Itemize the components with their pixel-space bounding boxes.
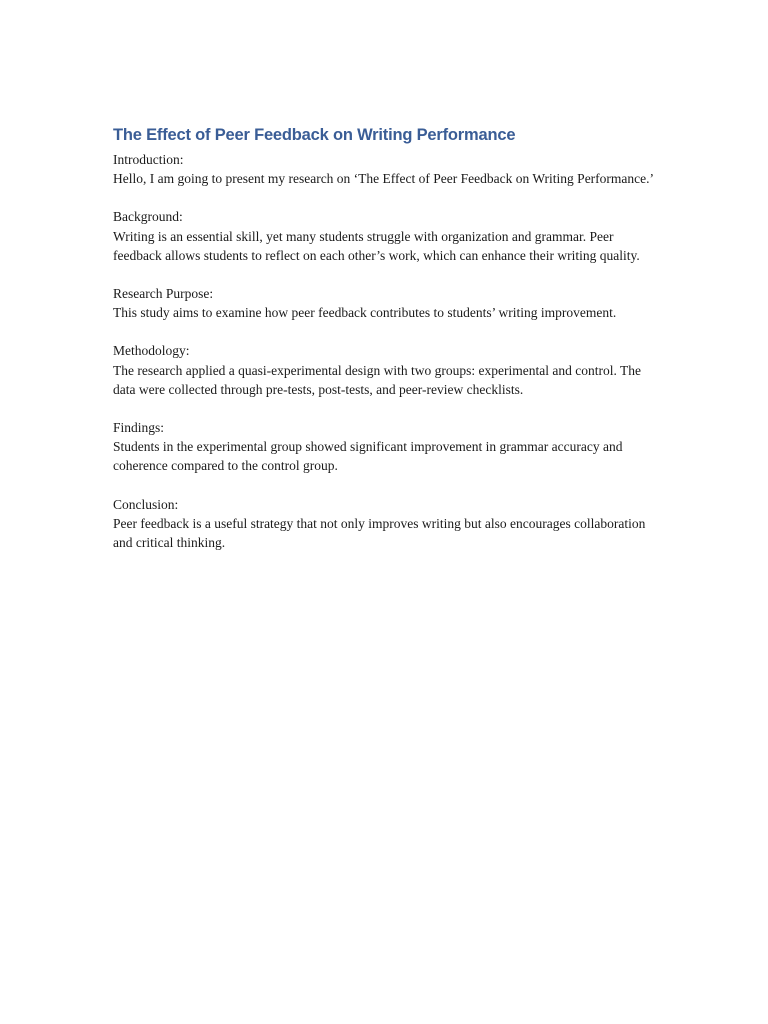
section-body: The research applied a quasi-experimental design with two groups: experimental and control. The data were collected through pre-tests, post-tests, and peer-review checklists. (113, 362, 641, 397)
section-heading: Research Purpose: (113, 286, 214, 302)
section-body: Writing is an essential skill, yet many students struggle with organization and grammar. Peer feedback allows students to reflect on each other’s work, which can enhance their writing quality. (113, 228, 640, 263)
section-body: Students in the experimental group showed significant improvement in grammar accuracy and coherence compared to the control group. (113, 439, 623, 474)
section-heading: Background: (113, 209, 183, 225)
section-heading: Findings: (113, 420, 165, 436)
section-findings (113, 418, 658, 476)
section-body: Hello, I am going to present my research on ‘The Effect of Peer Feedback on Writing Performance.’ (113, 171, 655, 187)
section-heading: Methodology: (113, 343, 190, 359)
section-heading: Introduction: (113, 152, 184, 167)
section-body: This study aims to examine how peer feedback contributes to students’ writing improvement. (113, 305, 617, 321)
section-introduction (113, 150, 658, 188)
section-methodology (113, 341, 658, 399)
section-conclusion (113, 495, 658, 553)
document-content (113, 124, 658, 571)
section-research-purpose (113, 284, 658, 322)
document-title: The Effect of Peer Feedback on Writing Performance (113, 126, 516, 144)
section-background (113, 207, 658, 265)
section-body: Peer feedback is a useful strategy that not only improves writing but also encourages collaboration and critical thinking. (113, 515, 646, 551)
section-heading: Conclusion: (113, 496, 179, 512)
